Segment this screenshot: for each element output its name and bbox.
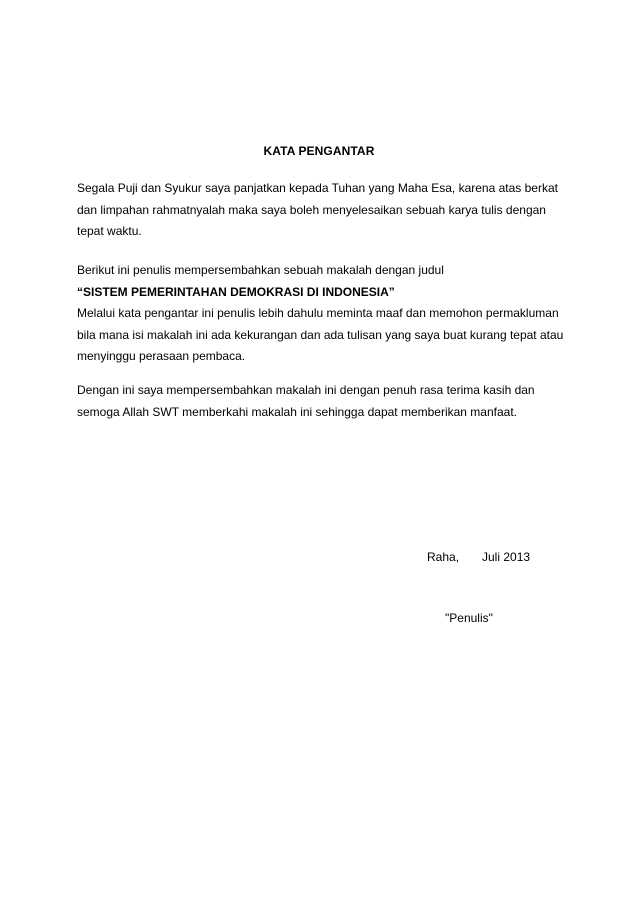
paragraph-line: dan limpahan rahmatnyalah maka saya boleh menyelesaikan sebuah karya tulis dengan	[77, 202, 546, 217]
signature-author: "Penulis"	[445, 611, 493, 625]
paragraph-line: Segala Puji dan Syukur saya panjatkan kepada Tuhan yang Maha Esa, karena atas berkat	[77, 181, 558, 195]
paragraph-line: menyinggu perasaan pembaca.	[77, 349, 246, 363]
paragraph-line: bila mana isi makalah ini ada kekurangan dan ada tulisan yang saya buat kurang tepat atau	[77, 327, 564, 342]
paragraph-opening	[77, 182, 567, 247]
page-title: KATA PENGANTAR	[263, 144, 375, 158]
paragraph-line: Dengan ini saya mempersembahkan makalah ini dengan penuh rasa terima kasih dan	[77, 383, 535, 397]
paragraph-closing	[77, 384, 567, 427]
signature-place: Raha,	[427, 550, 460, 564]
paragraph-line: Melalui kata pengantar ini penulis lebih dahulu meminta maaf dan memohon permakluman	[77, 306, 559, 320]
makalah-title: “SISTEM PEMERINTAHAN DEMOKRASI DI INDONESIA”	[77, 284, 395, 299]
signature-date: Juli 2013	[482, 550, 531, 564]
paragraph-line: semoga Allah SWT memberkahi makalah ini sehingga dapat memberikan manfaat.	[77, 404, 518, 419]
paragraph-line: tepat waktu.	[77, 224, 142, 238]
paragraph-line: Berikut ini penulis mempersembahkan sebuah makalah dengan judul	[77, 263, 444, 277]
paragraph-presentation	[77, 264, 567, 372]
